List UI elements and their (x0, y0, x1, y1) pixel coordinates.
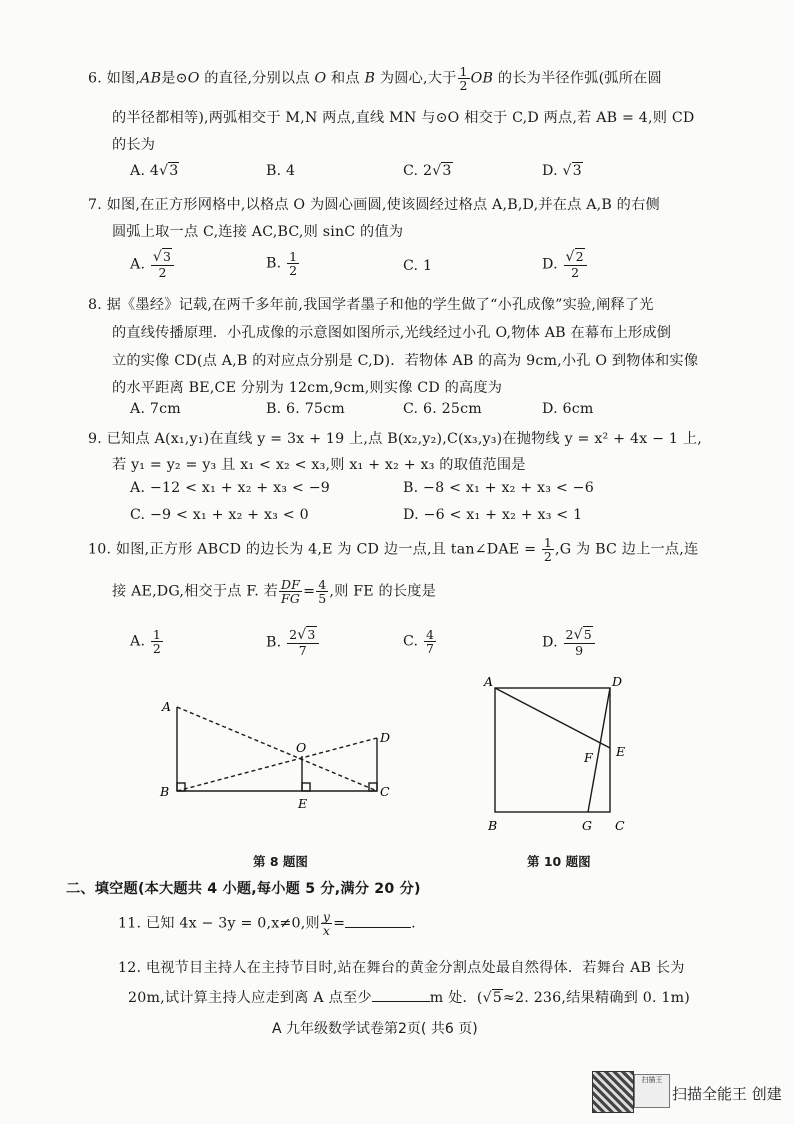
q8-line2: 的直线传播原理．小孔成像的示意图如图所示,光线经过小孔 O,物体 AB 在幕布上形成倒 (112, 325, 672, 341)
label-b: B (160, 784, 170, 799)
label-e: E (298, 796, 308, 811)
scanner-watermark: 扫描全能王 创建 (672, 1085, 782, 1103)
q6-line3: 的长为 (112, 137, 156, 153)
figure-8-pinhole-diagram (150, 690, 410, 815)
label-c: C (380, 784, 390, 799)
q8-option-c: C. 6. 25cm (403, 401, 482, 417)
q8-line3: 立的实像 CD(点 A,B 的对应点分别是 C,D)．若物体 AB 的高为 9cm,小孔 O 到物体和实像 (112, 353, 699, 369)
q10-line1: 10. 如图,正方形 ABCD 的边长为 4,E 为 CD 边一点,且 tan∠DAE = $\frac{1}{2}$ ,G 为 BC 边上一点,连 (88, 535, 699, 565)
q6-line2: 的半径都相等),两弧相交于 M,N 两点,直线 MN 与⊙O 相交于 C,D 两点,若 AB = 4,则 CD (112, 110, 695, 126)
label-o: O (296, 740, 307, 755)
q6-option-a: A. 4√3 (130, 163, 179, 179)
ray-a-to-c (177, 707, 377, 791)
label-g: G (582, 818, 592, 833)
q8-option-a: A. 7cm (130, 401, 181, 417)
figure-10-caption: 第 10 题图 (527, 854, 591, 869)
q9-option-b: B. −8 < x₁ + x₂ + x₃ < −6 (403, 480, 594, 496)
figure-10-square-diagram (478, 668, 638, 838)
q12-line1: 12. 电视节目主持人在主持节目时,站在舞台的黄金分割点处最自然得体．若舞台 AB 长为 (118, 960, 685, 976)
q8-option-b: B. 6. 75cm (266, 401, 345, 417)
q7-line1: 7. 如图,在正方形网格中,以格点 O 为圆心画圆,使该圆经过格点 A,B,D,并在点 A,B 的右侧 (88, 197, 660, 213)
label-e: E (616, 744, 626, 759)
q10-option-c: C. $\frac{4}{7}$ (403, 627, 435, 657)
qr-logo-icon (592, 1071, 634, 1113)
label-a: A (162, 699, 172, 714)
label-c: C (615, 818, 625, 833)
label-b: B (488, 818, 498, 833)
q9-line2: 若 y₁ = y₂ = y₃ 且 x₁ < x₂ < x₃,则 x₁ + x₂ + x₃ 的取值范围是 (112, 457, 526, 473)
q10-option-b: B. $\frac{2√3}{7}$ (266, 628, 320, 657)
q11-line: 11. 已知 4x − 3y = 0,x≠0,则 $\frac{y}{x}$ = . (118, 909, 416, 939)
q12-answer-blank[interactable] (372, 1001, 430, 1002)
q7-line2: 圆弧上取一点 C,连接 AC,BC,则 sinC 的值为 (112, 224, 404, 240)
q7-option-d: D. $\frac{√2}{2}$ (542, 250, 588, 279)
q7-option-b: B. $\frac{1}{2}$ (266, 249, 298, 279)
q8-line1: 8. 据《墨经》记载,在两千多年前,我国学者墨子和他的学生做了“小孔成像”实验,阐释了光 (88, 297, 654, 313)
q9-line1: 9. 已知点 A(x₁,y₁)在直线 y = 3x + 19 上,点 B(x₂,y₂),C(x₃,y₃)在抛物线 y = x² + 4x − 1 上, (88, 431, 702, 447)
q7-option-a: A. $\frac{√3}{2}$ (130, 250, 175, 279)
q6-option-d: D. √3 (542, 163, 582, 179)
q8-option-d: D. 6cm (542, 401, 594, 417)
q12-line2: 20m,试计算主持人应走到离 A 点至少 m 处．(√5≈2. 236,结果精确到 0. 1m) (128, 990, 691, 1006)
square-abcd (495, 688, 610, 812)
line-ae (495, 688, 610, 748)
label-a: A (484, 674, 494, 689)
q9-option-a: A. −12 < x₁ + x₂ + x₃ < −9 (130, 480, 331, 496)
ray-b-to-d (177, 738, 377, 791)
q10-option-a: A. $\frac{1}{2}$ (130, 627, 162, 657)
right-angle-e (302, 783, 310, 791)
q8-line4: 的水平距离 BE,CE 分别为 12cm,9cm,则实像 CD 的高度为 (112, 380, 503, 396)
q7-option-c: C. 1 (403, 258, 433, 274)
q6-option-b: B. 4 (266, 163, 296, 179)
q9-option-c: C. −9 < x₁ + x₂ + x₃ < 0 (130, 507, 309, 523)
q9-option-d: D. −6 < x₁ + x₂ + x₃ < 1 (403, 507, 583, 523)
right-angle-b (177, 783, 185, 791)
label-f: F (584, 750, 593, 765)
camscanner-logo-icon: 扫描王 (634, 1074, 670, 1108)
section-2-heading: 二、填空题(本大题共 4 小题,每小题 5 分,满分 20 分) (66, 881, 421, 897)
q10-option-d: D. $\frac{2√5}{9}$ (542, 628, 596, 657)
label-d: D (380, 730, 391, 745)
q10-line2: 接 AE,DG,相交于点 F. 若 $\frac{DF}{FG}$ = $\frac{4}{5}$ ,则 FE 的长度是 (112, 577, 437, 607)
q11-answer-blank[interactable] (345, 927, 411, 928)
page-footer: A 九年级数学试卷第2页( 共6 页) (272, 1021, 478, 1037)
q6-option-c: C. 2√3 (403, 163, 452, 179)
q6-line1: 6. 如图,AB是⊙O 的直径,分别以点 O 和点 B 为圆心,大于 $\frac{1}{2}$ OB 的长为半径作弧(弧所在圆 (88, 64, 662, 94)
label-d: D (612, 674, 623, 689)
figure-8-caption: 第 8 题图 (253, 854, 308, 869)
q6-fraction: $\frac{1}{2}$ (459, 64, 468, 94)
